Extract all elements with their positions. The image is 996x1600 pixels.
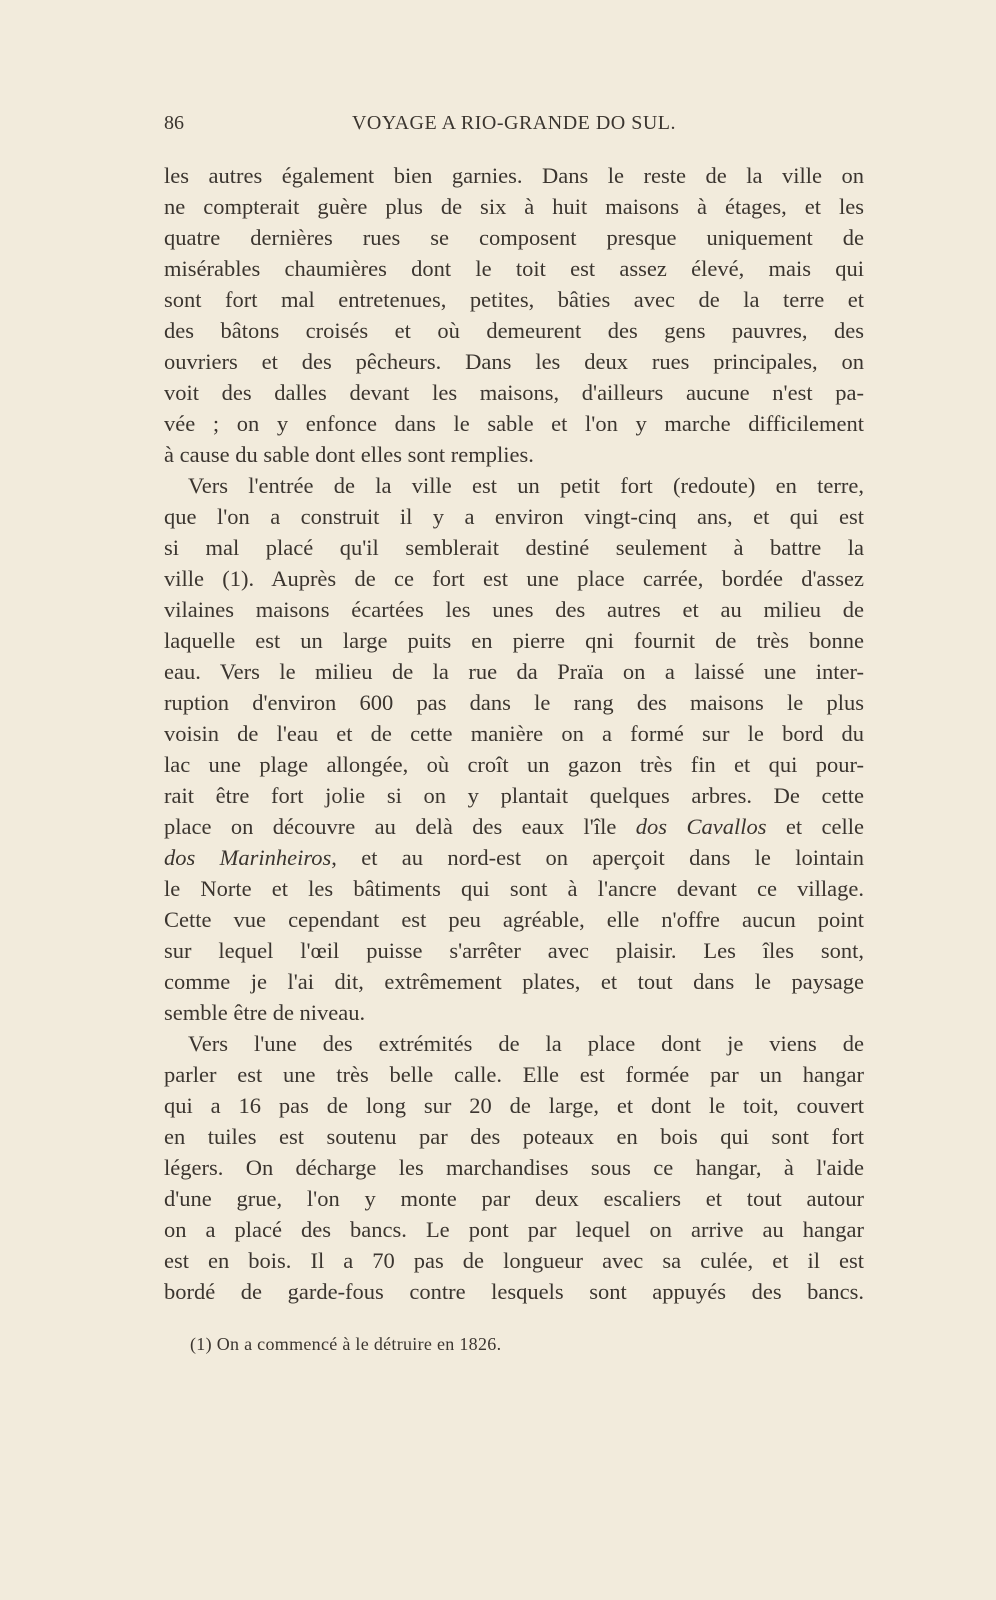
text-line	[164, 935, 864, 966]
text-line	[164, 408, 864, 439]
text-line	[164, 1152, 864, 1183]
italic-place-name: dos Marinheiros	[164, 845, 332, 870]
text-segment: légers. On décharge les marchandises sous ce hangar, à l'aide	[164, 1155, 864, 1180]
text-segment: voit des dalles devant les maisons, d'ailleurs aucune n'est pa-	[164, 380, 864, 405]
text-line	[164, 625, 864, 656]
text-line	[164, 873, 864, 904]
text-segment: que l'on a construit il y a environ vingt-cinq ans, et qui est	[164, 504, 864, 529]
text-segment: Vers l'une des extrémités de la place dont je viens de	[188, 1031, 864, 1056]
text-line	[164, 687, 864, 718]
text-line	[164, 718, 864, 749]
body-text	[164, 160, 864, 1307]
running-title: VOYAGE A RIO-GRANDE DO SUL.	[351, 112, 677, 134]
text-line	[164, 1245, 864, 1276]
text-segment: sur lequel l'œil puisse s'arrêter avec plaisir. Les îles sont,	[164, 938, 864, 963]
text-segment: et celle	[766, 814, 864, 839]
text-line	[164, 501, 864, 532]
text-segment: voisin de l'eau et de cette manière on a formé sur le bord du	[164, 721, 864, 746]
text-line	[164, 439, 864, 470]
text-line	[164, 811, 864, 842]
page-number: 86	[164, 112, 184, 134]
text-line	[164, 1059, 864, 1090]
text-segment: qui a 16 pas de long sur 20 de large, et dont le toit, couvert	[164, 1093, 864, 1118]
text-segment: quatre dernières rues se composent presque uniquement de	[164, 225, 864, 250]
text-segment: Cette vue cependant est peu agréable, elle n'offre aucun point	[164, 907, 864, 932]
text-segment: lac une plage allongée, où croît un gazon très fin et qui pour-	[164, 752, 864, 777]
text-line	[164, 191, 864, 222]
footnote: (1) On a commencé à le détruire en 1826.	[190, 1334, 502, 1354]
text-line	[164, 780, 864, 811]
text-segment: vilaines maisons écartées les unes des autres et au milieu de	[164, 597, 864, 622]
text-line	[164, 656, 864, 687]
text-line	[164, 966, 864, 997]
text-segment: d'une grue, l'on y monte par deux escaliers et tout autour	[164, 1186, 864, 1211]
italic-place-name: dos Cavallos	[635, 814, 767, 839]
text-line	[164, 1090, 864, 1121]
text-line	[164, 749, 864, 780]
text-line	[164, 284, 864, 315]
text-segment: , et au nord-est on aperçoit dans le lointain	[331, 845, 864, 870]
text-segment: comme je l'ai dit, extrêmement plates, et tout dans le paysage	[164, 969, 864, 994]
text-line	[164, 1214, 864, 1245]
text-segment: des bâtons croisés et où demeurent des gens pauvres, des	[164, 318, 864, 343]
text-segment: ville (1). Auprès de ce fort est une place carrée, bordée d'assez	[164, 566, 864, 591]
text-segment: Vers l'entrée de la ville est un petit fort (redoute) en terre,	[188, 473, 864, 498]
text-segment: bordé de garde-fous contre lesquels sont appuyés des bancs.	[164, 1279, 864, 1304]
text-segment: ouvriers et des pêcheurs. Dans les deux rues principales, on	[164, 349, 864, 374]
text-line	[164, 222, 864, 253]
text-segment: eau. Vers le milieu de la rue da Praïa on a laissé une inter-	[164, 659, 864, 684]
text-segment: semble être de niveau.	[164, 1000, 366, 1025]
text-line	[164, 1121, 864, 1152]
text-segment: le Norte et les bâtiments qui sont à l'ancre devant ce village.	[164, 876, 864, 901]
text-line	[164, 1276, 864, 1307]
text-segment: sont fort mal entretenues, petites, bâties avec de la terre et	[164, 287, 864, 312]
page-header	[164, 112, 864, 142]
text-segment: place on découvre au delà des eaux l'île	[164, 814, 636, 839]
text-line	[164, 1183, 864, 1214]
text-line	[164, 904, 864, 935]
text-line	[164, 842, 864, 873]
text-segment: vée ; on y enfonce dans le sable et l'on y marche difficilement	[164, 411, 864, 436]
text-segment: rait être fort jolie si on y plantait quelques arbres. De cette	[164, 783, 864, 808]
text-segment: ne compterait guère plus de six à huit maisons à étages, et les	[164, 194, 864, 219]
text-line	[164, 346, 864, 377]
text-line	[164, 594, 864, 625]
text-line	[164, 470, 864, 501]
text-segment: si mal placé qu'il semblerait destiné seulement à battre la	[164, 535, 864, 560]
text-line	[164, 253, 864, 284]
text-segment: laquelle est un large puits en pierre qni fournit de très bonne	[164, 628, 864, 653]
text-line	[164, 315, 864, 346]
text-segment: misérables chaumières dont le toit est assez élevé, mais qui	[164, 256, 864, 281]
text-segment: on a placé des bancs. Le pont par lequel on arrive au hangar	[164, 1217, 864, 1242]
text-line	[164, 1028, 864, 1059]
text-segment: les autres également bien garnies. Dans le reste de la ville on	[164, 163, 864, 188]
text-segment: parler est une très belle calle. Elle est formée par un hangar	[164, 1062, 864, 1087]
text-line	[164, 377, 864, 408]
text-segment: en tuiles est soutenu par des poteaux en bois qui sont fort	[164, 1124, 864, 1149]
text-line	[164, 532, 864, 563]
text-segment: à cause du sable dont elles sont remplies.	[164, 442, 534, 467]
text-segment: ruption d'environ 600 pas dans le rang des maisons le plus	[164, 690, 864, 715]
text-line	[164, 160, 864, 191]
text-segment: est en bois. Il a 70 pas de longueur avec sa culée, et il est	[164, 1248, 864, 1273]
text-line	[164, 563, 864, 594]
text-line	[164, 997, 864, 1028]
